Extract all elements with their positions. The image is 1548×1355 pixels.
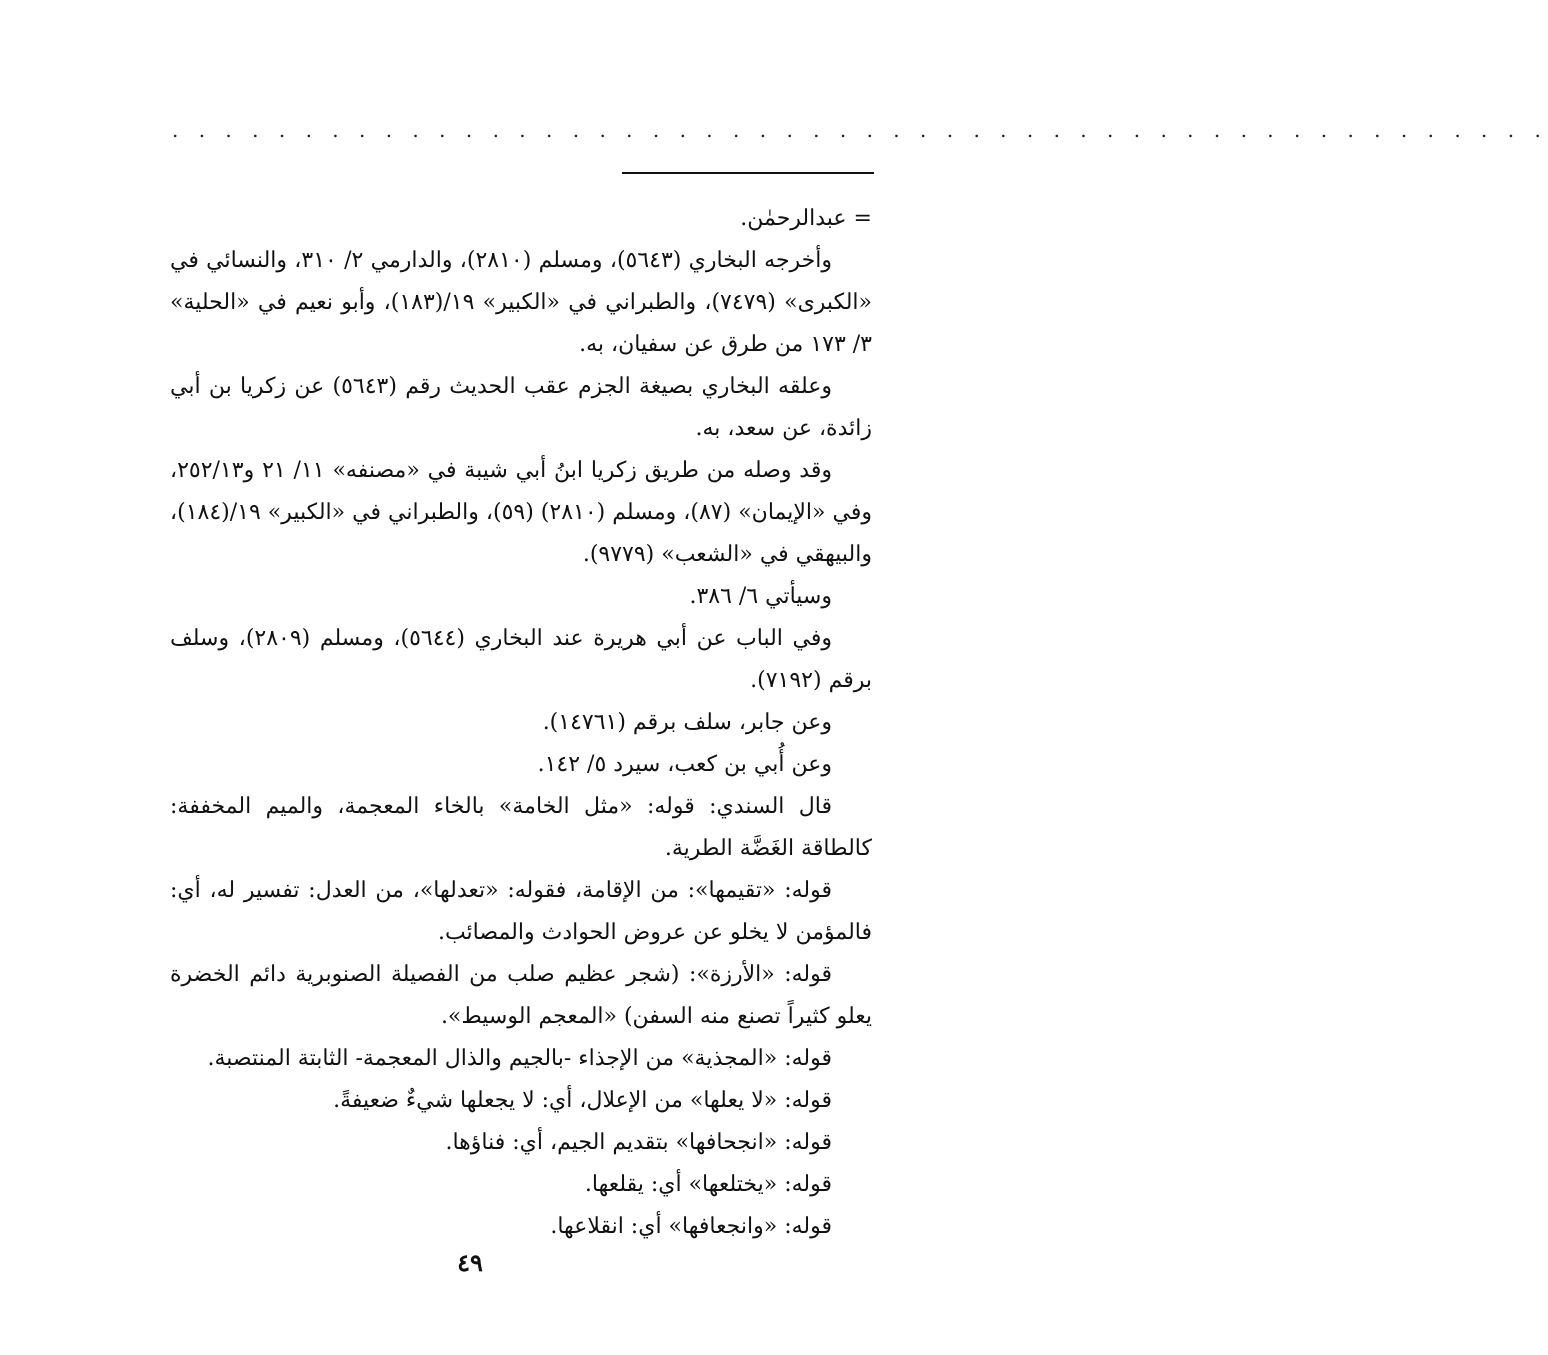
footnote-paragraph: قوله: «لا يعلها» من الإعلال، أي: لا يجعلها شيءٌ ضعيفةً. xyxy=(333,1088,832,1113)
footnote-continuation: = عبدالرحمٰن. xyxy=(740,206,872,231)
footnote-paragraph: قوله: «المجذية» من الإجذاء -بالجيم والذال المعجمة- الثابتة المنتصبة. xyxy=(207,1046,832,1071)
footnote-text xyxy=(170,198,872,1248)
footnote-paragraph: وعن أُبي بن كعب، سيرد ٥/ ١٤٢. xyxy=(537,752,832,777)
footnote-paragraph: وأخرجه البخاري (٥٦٤٣)، ومسلم (٢٨١٠)، والدارمي ٢/ ٣١٠، والنسائي في «الكبرى» (٧٤٧٩)، والطبراني في «الكبير» ١٩/(١٨٣)، وأبو نعيم في «الحلية» ٣/ ١٧٣ من طرق عن سفيان، به. xyxy=(170,248,872,357)
footnote-paragraph: وسيأتي ٦/ ٣٨٦. xyxy=(689,584,832,609)
footnote-paragraph: قوله: «انجحافها» بتقديم الجيم، أي: فناؤها. xyxy=(445,1130,832,1155)
footnote-paragraph: وفي الباب عن أبي هريرة عند البخاري (٥٦٤٤)، ومسلم (٢٨٠٩)، وسلف برقم (٧١٩٢). xyxy=(170,626,872,693)
footnote-paragraph: قوله: «تقيمها»: من الإقامة، فقوله: «تعدلها»، من العدل: تفسير له، أي: فالمؤمن لا يخلو عن عروض الحوادث والمصائب. xyxy=(170,878,872,945)
footnote-paragraph: وعن جابر، سلف برقم (١٤٧٦١). xyxy=(542,710,832,735)
footnote-rule xyxy=(622,172,874,174)
footnote-paragraph: قوله: «يختلعها» أي: يقلعها. xyxy=(584,1172,832,1197)
footnote-paragraph: قال السندي: قوله: «مثل الخامة» بالخاء المعجمة، والميم المخففة: كالطاقة الغَضَّة الطرية. xyxy=(170,794,872,861)
footnote-paragraph: وعلقه البخاري بصيغة الجزم عقب الحديث رقم (٥٦٤٣) عن زكريا بن أبي زائدة، عن سعد، به. xyxy=(170,374,872,441)
footnote-paragraph: وقد وصله من طريق زكريا ابنُ أبي شيبة في «مصنفه» ١١/ ٢١ و٢٥٢/١٣، وفي «الإيمان» (٨٧)، ومسلم (٢٨١٠) (٥٩)، والطبراني في «الكبير» ١٩/(١٨٤)، والبيهقي في «الشعب» (٩٧٧٩). xyxy=(170,458,872,567)
page-number: ٤٩ xyxy=(457,1248,483,1277)
footnote-paragraph: قوله: «وانجعافها» أي: انقلاعها. xyxy=(550,1214,832,1239)
dotted-separator: . . . . . . . . . . . . . . . . . . . . . . . . . . . . . . . . . . . . . . . . . . . . . . . . . . . . xyxy=(172,118,1548,142)
footnote-paragraph: قوله: «الأرزة»: (شجر عظيم صلب من الفصيلة الصنوبرية دائم الخضرة يعلو كثيراً تصنع منه السفن) «المعجم الوسيط». xyxy=(170,962,872,1029)
